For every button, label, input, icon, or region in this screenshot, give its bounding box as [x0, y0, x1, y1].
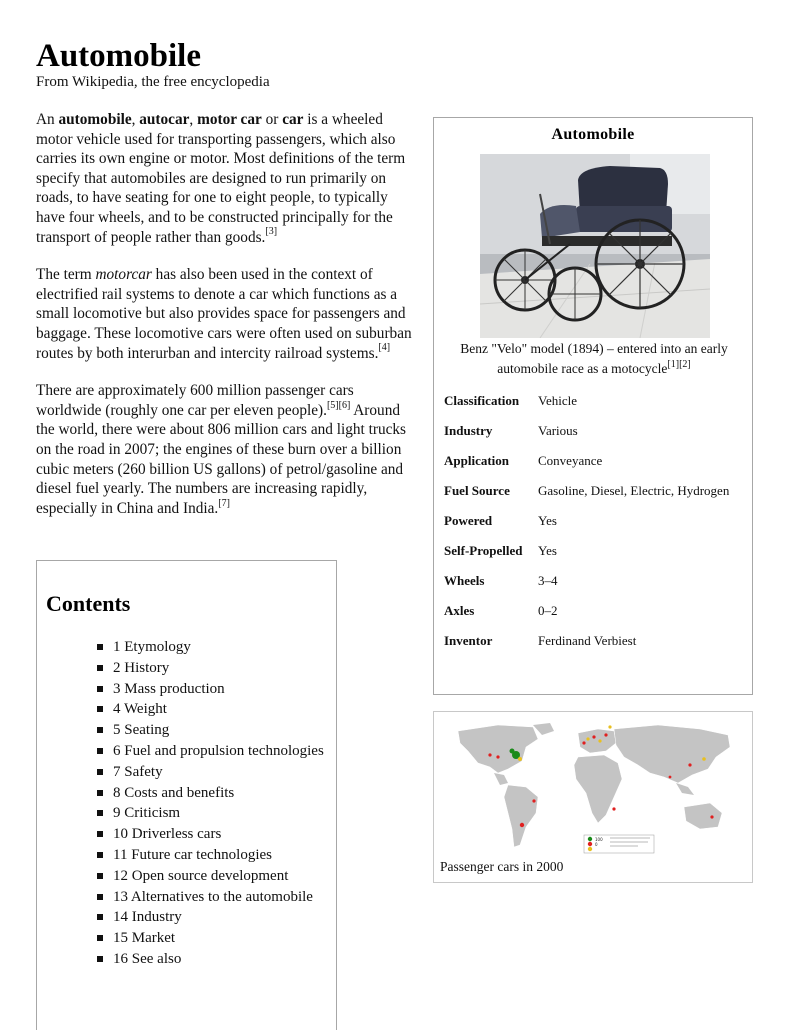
toc-item[interactable]: 11 Future car technologies	[97, 845, 324, 866]
term-autocar: autocar	[139, 111, 190, 128]
infobox-row	[444, 478, 744, 508]
infobox-value: Vehicle	[538, 393, 577, 408]
intro-paragraph-2: The term motorcar has also been used in the context of electrified rail systems to denote a car which functions as a small locomotive but also provides space for passengers and baggage. These locomotive cars were often used on suburban routes by both interurban and intercity railroad systems.[4]	[36, 266, 412, 362]
infobox-value: Yes	[538, 513, 557, 528]
infobox-value: 3–4	[538, 573, 558, 588]
page-title: Automobile	[36, 38, 201, 74]
intro-paragraph-1: An automobile, autocar, motor car or car is a wheeled motor vehicle used for transporting passengers, which also carries its own engine or motor. Most definitions of the term specify that automobiles are designed to run primarily on roads, to have seating for one to eight people, to typically have four wheels, and to be constructed principally for the transport of people rather than goods.[3]	[36, 111, 406, 246]
infobox-row	[444, 538, 744, 568]
infobox-label: Fuel Source	[444, 483, 510, 498]
infobox-value: Ferdinand Verbiest	[538, 633, 637, 648]
world-map-image[interactable]	[438, 717, 748, 857]
infobox-label: Powered	[444, 513, 493, 528]
infobox-caption: Benz "Velo" model (1894) – entered into an early automobile race as a motocycle[1][2]	[460, 341, 728, 376]
citation-link[interactable]: [3]	[265, 226, 278, 238]
citation-link[interactable]: [4]	[378, 342, 391, 354]
infobox	[433, 117, 753, 695]
toc-item[interactable]: 12 Open source development	[97, 866, 324, 887]
term-motorcar: motorcar	[95, 266, 152, 284]
citation-link[interactable]: [7]	[218, 497, 230, 509]
map-figure	[433, 711, 753, 883]
citation-link[interactable]: [5][6]	[326, 399, 351, 411]
toc-item[interactable]: 5 Seating	[97, 720, 324, 741]
map-legend-label: 0	[595, 842, 598, 847]
infobox-row	[444, 568, 744, 598]
toc-item[interactable]: 1 Etymology	[97, 637, 324, 658]
infobox-label: Classification	[444, 393, 520, 408]
infobox-value: 0–2	[538, 603, 558, 618]
infobox-row	[444, 628, 744, 658]
toc-list	[97, 637, 324, 970]
toc-item[interactable]: 6 Fuel and propulsion technologies	[97, 741, 324, 762]
citation-link[interactable]: [1][2]	[667, 358, 691, 370]
infobox-row	[444, 508, 744, 538]
toc-item[interactable]: 8 Costs and benefits	[97, 783, 324, 804]
infobox-row	[444, 448, 744, 478]
infobox-label: Axles	[444, 603, 475, 618]
infobox-row	[444, 388, 744, 418]
infobox-title: Automobile	[551, 126, 635, 143]
infobox-label: Wheels	[444, 573, 485, 588]
toc-item[interactable]: 14 Industry	[97, 907, 324, 928]
infobox-row	[444, 418, 744, 448]
map-legend-label: 100	[595, 837, 603, 842]
infobox-value: Yes	[538, 543, 557, 558]
infobox-label: Inventor	[444, 633, 493, 648]
infobox-table	[444, 388, 744, 658]
benz-velo-photo[interactable]	[480, 154, 710, 338]
page-subtitle: From Wikipedia, the free encyclopedia	[36, 74, 270, 90]
toc-item[interactable]: 4 Weight	[97, 699, 324, 720]
term-automobile: automobile	[58, 111, 132, 128]
term-car: car	[282, 111, 304, 128]
map-caption: Passenger cars in 2000	[440, 859, 564, 874]
table-of-contents	[36, 560, 337, 1030]
infobox-value: Various	[538, 423, 578, 438]
infobox-label: Self-Propelled	[444, 543, 523, 558]
toc-item[interactable]: 15 Market	[97, 928, 324, 949]
infobox-value: Gasoline, Diesel, Electric, Hydrogen	[538, 483, 730, 498]
toc-item[interactable]: 10 Driverless cars	[97, 824, 324, 845]
toc-item[interactable]: 16 See also	[97, 949, 324, 970]
toc-item[interactable]: 2 History	[97, 658, 324, 679]
toc-item[interactable]: 3 Mass production	[97, 679, 324, 700]
infobox-value: Conveyance	[538, 453, 603, 468]
toc-title: Contents	[46, 591, 131, 616]
infobox-row	[444, 598, 744, 628]
toc-item[interactable]: 9 Criticism	[97, 803, 324, 824]
infobox-label: Industry	[444, 423, 493, 438]
toc-item[interactable]: 7 Safety	[97, 762, 324, 783]
toc-item[interactable]: 13 Alternatives to the automobile	[97, 887, 324, 908]
intro-paragraph-3: There are approximately 600 million passenger cars worldwide (roughly one car per eleven people).[5][6] Around the world, there were about 806 million cars and light trucks on the road in 2007; the engines of these burn over a billion cubic meters (260 billion US gallons) of petrol/gasoline and diesel fuel yearly. The numbers are increasing rapidly, especially in China and India.[7]	[36, 382, 407, 517]
article-body	[36, 110, 416, 536]
term-motor-car: motor car	[197, 111, 262, 128]
infobox-label: Application	[444, 453, 510, 468]
